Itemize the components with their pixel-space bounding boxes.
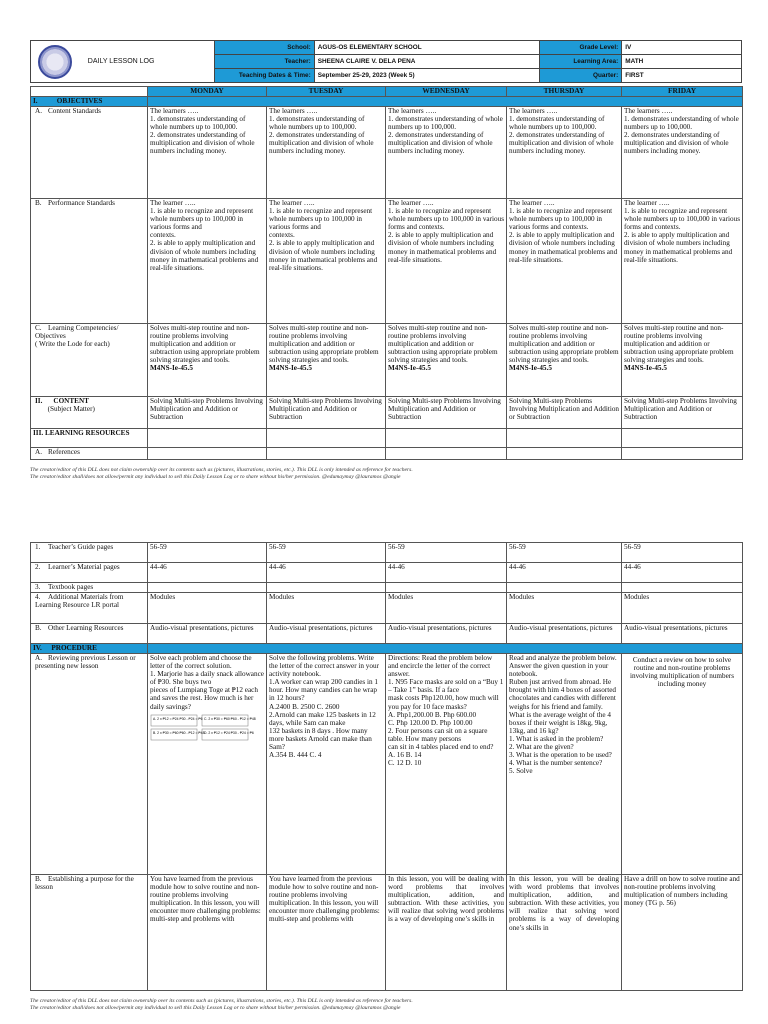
svg-text:B. 2 x ₱30 = ₱60 ₱60 - ₱12 =: B. 2 x ₱30 = ₱60 ₱60 - ₱12 = ₱48 (153, 730, 205, 735)
resources-row (31, 429, 743, 448)
procedure-row (31, 644, 743, 654)
day-thursday: THURSDAY (507, 87, 622, 97)
teacher-label: Teacher: (214, 54, 314, 68)
performance-standards-label: B. Performance Standards (31, 199, 148, 324)
review-thursday: Read and analyze the problem below. Answer the given question in your notebook. Ruben just arrived from abroad. He brought with him 4 boxes of assorted chocolates and candies with different weighs for his friend and family. What is the average weight of the 4 boxes if their weight is 18kg, 9kg, 13kg, and 16 kg? 1. What is asked in the problem? 2. What are the given? 3. What is the operation to be used? 4. What is the number sentence? 5. Solve (507, 654, 622, 875)
purpose-thursday: In this lesson, you will be dealing with word problems that involves multiplication, addition, and subtraction. With these activities, you will realize that solving word problems is a way of developing one’s skills in (507, 875, 622, 991)
content-thursday: Solving Multi-step Problems Involving Multiplication and Addition or Subtraction (507, 397, 622, 429)
content-friday: Solving Multi-step Problems Involving Multiplication and Addition or Subtraction (622, 397, 743, 429)
olr-row (31, 624, 743, 644)
am-monday: Modules (148, 593, 267, 624)
footer-line-1: The creator/editor of this DLL does not claim ownership over its contents such as (pictures, illustrations, stories, etc.). This DLL is only intended as reference for teachers. (30, 998, 413, 1004)
day-tuesday: TUESDAY (267, 87, 386, 97)
area-value: MATH (622, 54, 742, 68)
procedure-heading: IV. PROCEDURE (31, 644, 148, 654)
performance-standards-thursday: The learner ….. 1. is able to recognize and represent whole numbers up to 100,000 in various forms and contexts. 2. is able to apply multiplication and division of whole numbers including money in mathematical problems and real-life situations. (507, 199, 622, 324)
content-standards-tuesday: The learners ….. 1. demonstrates understanding of whole numbers up to 100,000. 2. demonstrates understanding of multiplication and division of whole numbers including money. (267, 107, 386, 199)
footer-line-1: The creator/editor of this DLL does not claim ownership over its contents such as (pictures, illustrations, stories, etc.). This DLL is only intended as reference for teachers. (30, 467, 413, 473)
performance-standards-friday: The learner ….. 1. is able to recognize and represent whole numbers up to 100,000 in various forms and contexts. 2. is able to apply multiplication and division of whole numbers including money in mathematical problems and real-life situations. (622, 199, 743, 324)
school-value: AGUS-OS ELEMENTARY SCHOOL (314, 41, 540, 55)
day-header-row (31, 87, 743, 97)
purpose-wednesday: In this lesson, you will be dealing with word problems that involves multiplication, addition, and subtraction. With these activities, you will realize that solving word problems is a way of developing one’s skills in (386, 875, 507, 991)
content-standards-friday: The learners ….. 1. demonstrates understanding of whole numbers up to 100,000. 2. demonstrates understanding of multiplication and division of whole numbers including money. (622, 107, 743, 199)
purpose-tuesday: You have learned from the previous module how to solve routine and non-routine problems involving multiplication. In this lesson, you will encounter more challenging problems: multi-step and problems with (267, 875, 386, 991)
dates-label: Teaching Dates & Time: (214, 68, 314, 82)
performance-standards-tuesday: The learner ….. 1. is able to recognize and represent whole numbers up to 100,000 in various forms and contexts. 2. is able to apply multiplication and division of whole numbers including money in mathematical problems and real-life situations. (267, 199, 386, 324)
resources-heading: III. LEARNING RESOURCES (31, 429, 148, 448)
area-label: Learning Area: (540, 54, 622, 68)
olr-wednesday: Audio-visual presentations, pictures (386, 624, 507, 644)
olr-friday: Audio-visual presentations, pictures (622, 624, 743, 644)
references-label: A. References (31, 448, 148, 460)
content-monday: Solving Multi-step Problems Involving Multiplication and Addition or Subtraction (148, 397, 267, 429)
content-wednesday: Solving Multi-step Problems Involving Multiplication and Addition or Subtraction (386, 397, 507, 429)
olr-tuesday: Audio-visual presentations, pictures (267, 624, 386, 644)
tb-label: 3. Textbook pages (31, 583, 148, 593)
purpose-label: B. Establishing a purpose for the lesson (31, 875, 148, 991)
purpose-monday: You have learned from the previous module how to solve routine and non-routine problems involving multiplication. In this lesson, you will encounter more challenging problems: multi-step and problems with (148, 875, 267, 991)
objectives-heading: I. OBJECTIVES (31, 97, 148, 107)
svg-text:C. 2 x ₱30 = ₱60 ₱60 - ₱12 =: C. 2 x ₱30 = ₱60 ₱60 - ₱12 = ₱48 (204, 716, 256, 721)
review-monday (148, 654, 267, 875)
olr-label: B. Other Learning Resources (31, 624, 148, 644)
am-friday: Modules (622, 593, 743, 624)
footer-line-2: The creator/editor shall/does not allow/permit any individual to sell this Daily Lesson Log or to share without his/her permission. @edumaymay @lauramos @angie (30, 474, 401, 480)
competencies-thursday: Solves multi-step routine and non-routine problems involving multiplication and addition or subtraction using appropriate problem solving strategies and tools. M4NS-Ie-45.5 (507, 324, 622, 397)
school-label: School: (214, 41, 314, 55)
performance-standards-row (31, 199, 743, 324)
tg-wednesday: 56-59 (386, 543, 507, 563)
content-row (31, 397, 743, 429)
am-wednesday: Modules (386, 593, 507, 624)
tg-label: 1. Teacher’s Guide pages (31, 543, 148, 563)
lm-wednesday: 44-46 (386, 563, 507, 583)
content-standards-label: A. Content Standards (31, 107, 148, 199)
am-row (31, 593, 743, 624)
footer-page-1 (30, 467, 742, 481)
day-wednesday: WEDNESDAY (386, 87, 507, 97)
footer-page-2 (30, 998, 742, 1012)
olr-thursday: Audio-visual presentations, pictures (507, 624, 622, 644)
lm-tuesday: 44-46 (267, 563, 386, 583)
competencies-tuesday: Solves multi-step routine and non-routine problems involving multiplication and addition or subtraction using appropriate problem solving strategies and tools. M4NS-Ie-45.5 (267, 324, 386, 397)
teacher-value: SHEENA CLAIRE V. DELA PENA (314, 54, 540, 68)
tg-monday: 56-59 (148, 543, 267, 563)
references-row (31, 448, 743, 460)
deped-seal-logo (38, 45, 72, 79)
review-wednesday: Directions: Read the problem below and encircle the letter of the correct answer. 1. N95 Face masks are sold on a “Buy 1 – Take 1” basis. If a face mask costs Php120.00, how much will you pay for 10 face masks? A. Php1,200.00 B. Php 600.00 C. Php 120.00 D. Php 100.00 2. Four persons can sit on a square table. How many persons can sit in 4 tables placed end to end? A. 16 B. 14 C. 12 D. 10 (386, 654, 507, 875)
tg-thursday: 56-59 (507, 543, 622, 563)
header-title-cell (31, 41, 215, 83)
content-standards-row (31, 107, 743, 199)
lesson-table-page-1 (30, 86, 743, 460)
tg-row (31, 543, 743, 563)
svg-text:A. 2 x ₱12 = ₱24 ₱30 - ₱24 =: A. 2 x ₱12 = ₱24 ₱30 - ₱24 = ₱6 (153, 716, 203, 721)
performance-standards-monday: The learner ….. 1. is able to recognize and represent whole numbers up to 100,000 in various forms and contexts. 2. is able to apply multiplication and division of whole numbers including money in mathematical problems and real-life situations. (148, 199, 267, 324)
lm-monday: 44-46 (148, 563, 267, 583)
purpose-row (31, 875, 743, 991)
lm-thursday: 44-46 (507, 563, 622, 583)
grade-value: IV (622, 41, 742, 55)
competencies-monday: Solves multi-step routine and non-routine problems involving multiplication and addition or subtraction using appropriate problem solving strategies and tools. M4NS-Ie-45.5 (148, 324, 267, 397)
am-thursday: Modules (507, 593, 622, 624)
content-tuesday: Solving Multi-step Problems Involving Multiplication and Addition or Subtraction (267, 397, 386, 429)
day-friday: FRIDAY (622, 87, 743, 97)
competencies-friday: Solves multi-step routine and non-routine problems involving multiplication and addition or subtraction using appropriate problem solving strategies and tools. M4NS-Ie-45.5 (622, 324, 743, 397)
page-1 (30, 86, 742, 460)
review-friday: Conduct a review on how to solve routine and non-routine problems involving multiplication of numbers including money (622, 654, 743, 875)
page-2 (30, 542, 742, 991)
competencies-wednesday: Solves multi-step routine and non-routine problems involving multiplication and addition or subtraction using appropriate problem solving strategies and tools. M4NS-Ie-45.5 (386, 324, 507, 397)
lm-friday: 44-46 (622, 563, 743, 583)
content-standards-thursday: The learners ….. 1. demonstrates understanding of whole numbers up to 100,000. 2. demonstrates understanding of multiplication and division of whole numbers including money. (507, 107, 622, 199)
review-tuesday: Solve the following problems. Write the letter of the correct answer in your activity notebook. 1.A worker can wrap 200 candies in 1 hour. How many candies can he wrap in 12 hours? A.2400 B. 2500 C. 2600 2.Arnold can make 125 baskets in 12 days, while Sam can make 132 baskets in 8 days . How many more baskets Arnold can make than Sam? A.354 B. 444 C. 4 (267, 654, 386, 875)
review-monday-text: Solve each problem and choose the letter of the correct solution. 1. Marjorie has a daily snack allowance of ₱30. She buys two pieces of Lumpiang Toge at ₱12 each and saves the rest. How much is her daily savings? (150, 654, 264, 711)
grade-label: Grade Level: (540, 41, 622, 55)
olr-monday: Audio-visual presentations, pictures (148, 624, 267, 644)
tb-row (31, 583, 743, 593)
review-label: A. Reviewing previous Lesson or presenting new lesson (31, 654, 148, 875)
quarter-value: FIRST (622, 68, 742, 82)
page-title: DAILY LESSON LOG (87, 58, 155, 65)
competencies-label: C. Learning Competencies/ Objectives ( Write the Lode for each) (31, 324, 148, 397)
lm-label: 2. Learner’s Material pages (31, 563, 148, 583)
answer-choices-image (150, 713, 256, 743)
content-standards-wednesday: The learners ….. 1. demonstrates understanding of whole numbers up to 100,000. 2. demonstrates understanding of multiplication and division of whole numbers including money. (386, 107, 507, 199)
am-tuesday: Modules (267, 593, 386, 624)
footer-line-2: The creator/editor shall/does not allow/permit any individual to sell this Daily Lesson Log or to share without his/her permission. @edumaymay @lauramos @angie (30, 1005, 401, 1011)
content-label: II. CONTENT (Subject Matter) (31, 397, 148, 429)
dates-value: September 25-29, 2023 (Week 5) (314, 68, 540, 82)
day-monday: MONDAY (148, 87, 267, 97)
tg-tuesday: 56-59 (267, 543, 386, 563)
content-standards-monday: The learners ….. 1. demonstrates understanding of whole numbers up to 100,000. 2. demonstrates understanding of multiplication and division of whole numbers including money. (148, 107, 267, 199)
header-table (30, 40, 742, 83)
performance-standards-wednesday: The learner ….. 1. is able to recognize and represent whole numbers up to 100,000 in various forms and contexts. 2. is able to apply multiplication and division of whole numbers including money in mathematical problems and real-life situations. (386, 199, 507, 324)
competencies-row (31, 324, 743, 397)
tg-friday: 56-59 (622, 543, 743, 563)
objectives-row (31, 97, 743, 107)
lm-row (31, 563, 743, 583)
lesson-table-page-2 (30, 542, 743, 991)
svg-text:D. 2 x ₱12 = ₱24 ₱30 - ₱24 =: D. 2 x ₱12 = ₱24 ₱30 - ₱24 = ₱6 (204, 730, 254, 735)
am-label: 4. Additional Materials from Learning Resource LR portal (31, 593, 148, 624)
review-row (31, 654, 743, 875)
quarter-label: Quarter: (540, 68, 622, 82)
purpose-friday: Have a drill on how to solve routine and non-routine problems involving multiplication of numbers including money (TG p. 56) (622, 875, 743, 991)
